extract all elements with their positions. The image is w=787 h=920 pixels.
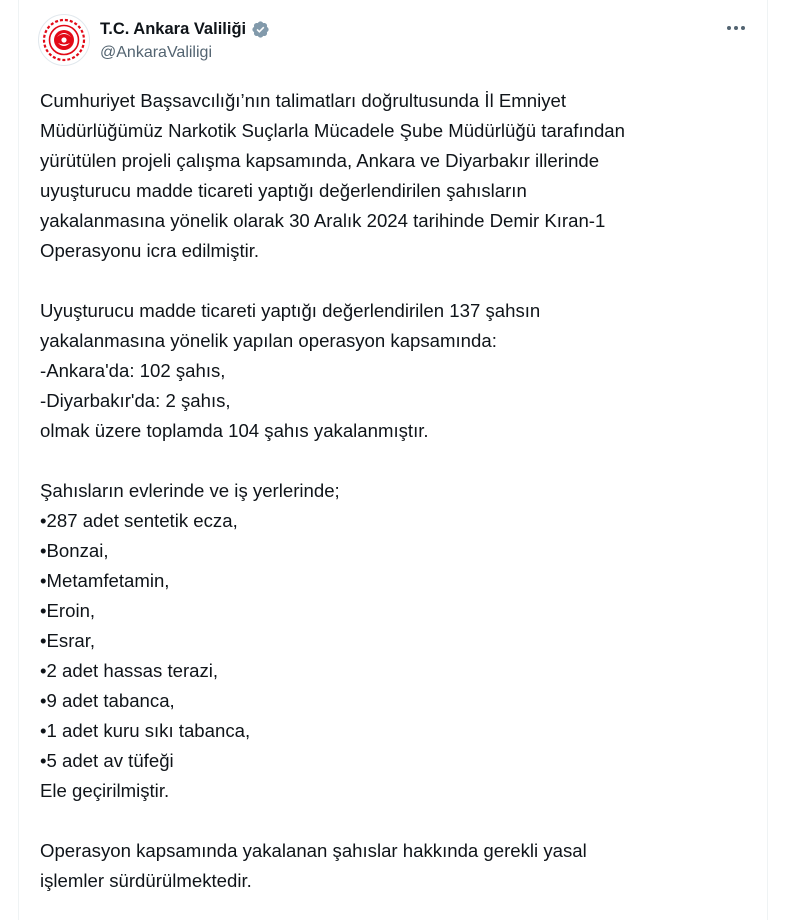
author-handle[interactable]: @AnkaraValiligi [100, 44, 212, 61]
tweet-text-line: Şahısların evlerinde ve iş yerlerinde; [40, 480, 340, 501]
tweet-text-line: yakalanmasına yönelik olarak 30 Aralık 2024 tarihinde Demir Kıran-1 [40, 210, 606, 231]
list-item: •Bonzai, [40, 540, 109, 561]
list-item: •Eroin, [40, 600, 96, 621]
ankara-governorship-emblem-icon [38, 14, 90, 66]
paragraph-gap [40, 806, 740, 836]
tweet-text-line: Operasyonu icra edilmiştir. [40, 240, 260, 261]
tweet-text-line: Operasyon kapsamında yakalanan şahıslar hakkında gerekli yasal [40, 840, 587, 861]
tweet-text-line: Müdürlüğümüz Narkotik Suçlarla Mücadele Şube Müdürlüğü tarafından [40, 120, 625, 141]
tweet-text-line: Uyuşturucu madde ticareti yaptığı değerlendirilen 137 şahsın [40, 300, 541, 321]
tweet-text-line: -Diyarbakır'da: 2 şahıs, [40, 390, 231, 411]
tweet-text-line: Cumhuriyet Başsavcılığı’nın talimatları doğrultusunda İl Emniyet [40, 90, 567, 111]
author-display-name[interactable]: T.C. Ankara Valiliği [100, 19, 247, 38]
paragraph-gap [40, 446, 740, 476]
list-item: •2 adet hassas terazi, [40, 660, 219, 681]
tweet-text-line: uyuşturucu madde ticareti yaptığı değerlendirilen şahısların [40, 180, 527, 201]
avatar[interactable] [38, 14, 90, 66]
more-options-icon [726, 25, 746, 31]
tweet-text-line: olmak üzere toplamda 104 şahıs yakalanmıştır. [40, 420, 429, 441]
more-options-button[interactable] [722, 18, 750, 38]
list-item: •287 adet sentetik ecza, [40, 510, 238, 531]
list-item: •9 adet tabanca, [40, 690, 175, 711]
tweet-text [40, 86, 740, 896]
paragraph-gap [40, 266, 740, 296]
list-item: •5 adet av tüfeği [40, 750, 174, 771]
tweet-text-line: yürütülen projeli çalışma kapsamında, Ankara ve Diyarbakır illerinde [40, 150, 600, 171]
tweet-text-line: -Ankara'da: 102 şahıs, [40, 360, 226, 381]
verified-badge-icon [251, 20, 270, 39]
list-item: •Esrar, [40, 630, 96, 651]
tweet-text-line: Ele geçirilmiştir. [40, 780, 170, 801]
tweet-text-line: işlemler sürdürülmektedir. [40, 870, 252, 891]
author-name-row [100, 18, 270, 40]
list-item: •Metamfetamin, [40, 570, 170, 591]
tweet-text-line: yakalanmasına yönelik yapılan operasyon kapsamında: [40, 330, 497, 351]
list-item: •1 adet kuru sıkı tabanca, [40, 720, 251, 741]
